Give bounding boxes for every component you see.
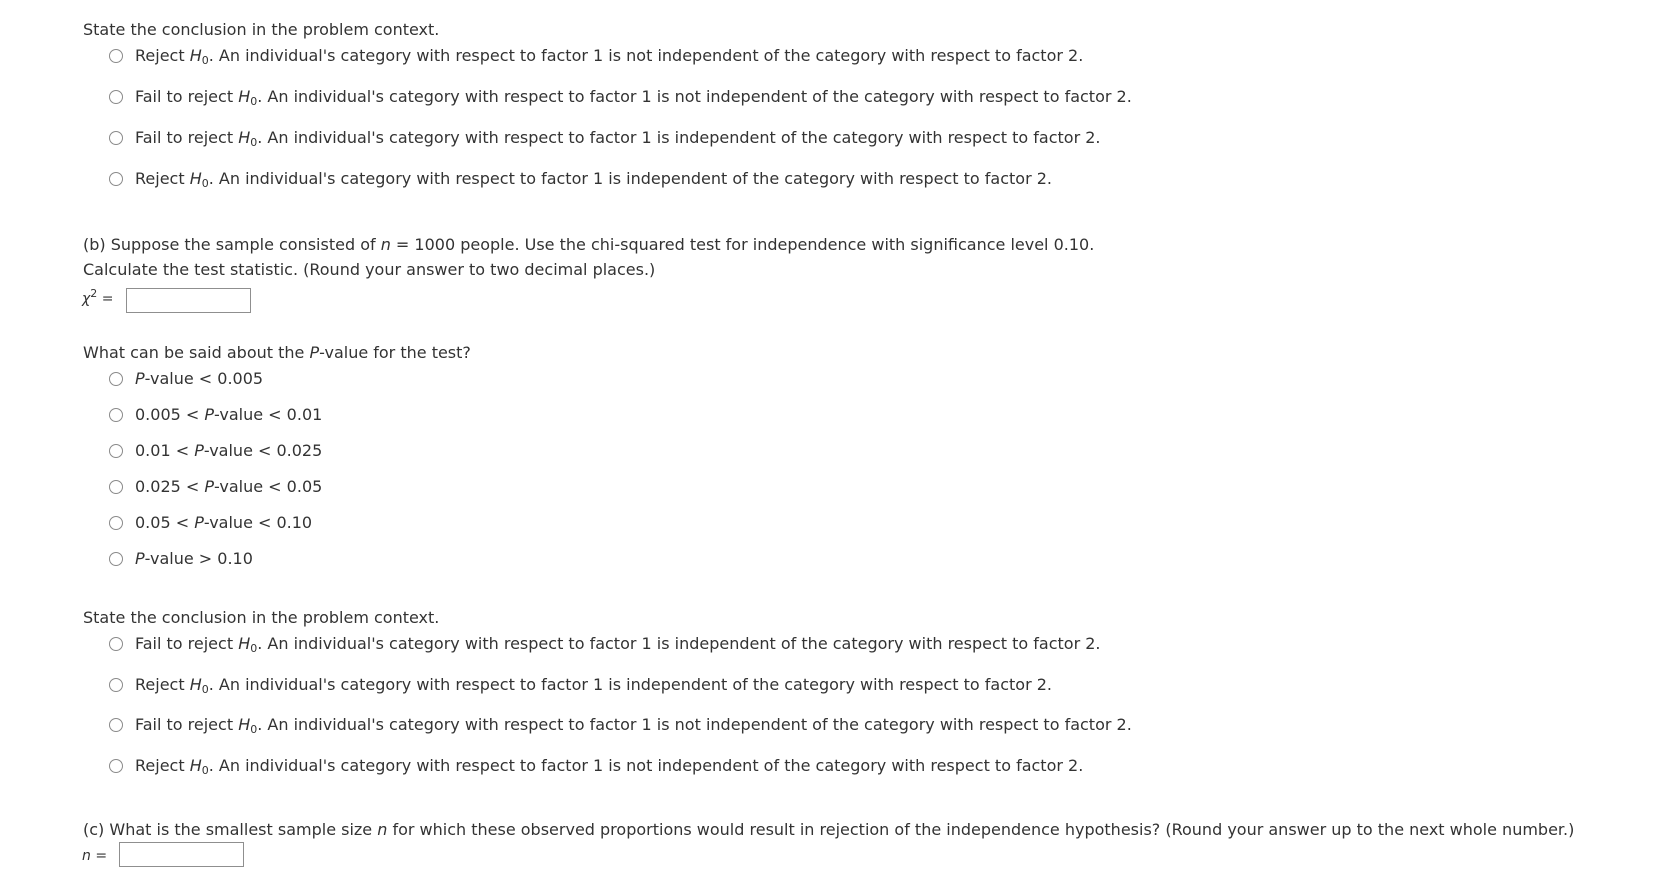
conclusion-b-option-1[interactable]	[109, 634, 1101, 653]
option-label: Reject $H_0$. An individual's category with respect to factor 1 is independent of the category with respect to factor 2.	[135, 675, 1053, 696]
conclusion-b-option-2[interactable]	[109, 675, 1052, 694]
radio-button[interactable]	[109, 172, 123, 186]
radio-button[interactable]	[109, 552, 123, 566]
radio-button[interactable]	[109, 372, 123, 386]
pvalue-option-3[interactable]	[109, 441, 322, 460]
conclusion-a-option-2[interactable]	[109, 87, 1132, 106]
pvalue-option-2[interactable]	[109, 405, 322, 424]
n-label: n =	[82, 848, 108, 864]
radio-button[interactable]	[109, 131, 123, 145]
conclusion-a-option-1[interactable]	[109, 46, 1083, 65]
radio-button[interactable]	[109, 90, 123, 104]
option-label: Reject $H_0$. An individual's category with respect to factor 1 is independent of the category with respect to factor 2.	[135, 169, 1053, 190]
radio-button[interactable]	[109, 516, 123, 530]
option-label: P-value < 0.005	[135, 369, 264, 388]
chi-squared-label: $\chi^2$ =	[82, 287, 114, 307]
pvalue-option-5[interactable]	[109, 513, 312, 532]
option-label: Reject $H_0$. An individual's category with respect to factor 1 is not independent of the category with respect to factor 2.	[135, 46, 1084, 67]
radio-button[interactable]	[109, 480, 123, 494]
option-label: 0.025 < P-value < 0.05	[135, 477, 323, 496]
chi-squared-input[interactable]	[126, 288, 251, 313]
pvalue-prompt: What can be said about the P-value for the test?	[83, 343, 471, 362]
option-label: 0.01 < P-value < 0.025	[135, 441, 323, 460]
sample-size-input[interactable]	[119, 842, 244, 867]
radio-button[interactable]	[109, 759, 123, 773]
conclusion-b-option-3[interactable]	[109, 715, 1132, 734]
option-label: P-value > 0.10	[135, 549, 253, 568]
radio-button[interactable]	[109, 718, 123, 732]
option-label: Fail to reject $H_0$. An individual's category with respect to factor 1 is not independent of the category with respect to factor 2.	[135, 87, 1132, 108]
part-b-question: (b) Suppose the sample consisted of n = 1000 people. Use the chi-squared test for independence with significance level 0.10.	[83, 235, 1095, 254]
option-label: Reject $H_0$. An individual's category with respect to factor 1 is not independent of the category with respect to factor 2.	[135, 756, 1084, 777]
option-label: Fail to reject $H_0$. An individual's category with respect to factor 1 is independent of the category with respect to factor 2.	[135, 128, 1101, 149]
radio-button[interactable]	[109, 637, 123, 651]
conclusion-a-option-3[interactable]	[109, 128, 1101, 147]
radio-button[interactable]	[109, 678, 123, 692]
conclusion-b-option-4[interactable]	[109, 756, 1083, 775]
part-c-question: (c) What is the smallest sample size n for which these observed proportions would result in rejection of the independence hypothesis? (Round your answer up to the next whole number.)	[83, 820, 1575, 839]
radio-button[interactable]	[109, 49, 123, 63]
radio-button[interactable]	[109, 444, 123, 458]
radio-button[interactable]	[109, 408, 123, 422]
conclusion-a-prompt: State the conclusion in the problem context.	[83, 20, 440, 39]
conclusion-b-prompt: State the conclusion in the problem context.	[83, 608, 440, 627]
pvalue-option-4[interactable]	[109, 477, 322, 496]
option-label: 0.005 < P-value < 0.01	[135, 405, 323, 424]
option-label: Fail to reject $H_0$. An individual's category with respect to factor 1 is not independent of the category with respect to factor 2.	[135, 715, 1132, 736]
pvalue-option-1[interactable]	[109, 369, 263, 388]
conclusion-a-option-4[interactable]	[109, 169, 1052, 188]
part-b-instruction: Calculate the test statistic. (Round your answer to two decimal places.)	[83, 260, 656, 279]
pvalue-option-6[interactable]	[109, 549, 253, 568]
option-label: 0.05 < P-value < 0.10	[135, 513, 313, 532]
option-label: Fail to reject $H_0$. An individual's category with respect to factor 1 is independent of the category with respect to factor 2.	[135, 634, 1101, 655]
